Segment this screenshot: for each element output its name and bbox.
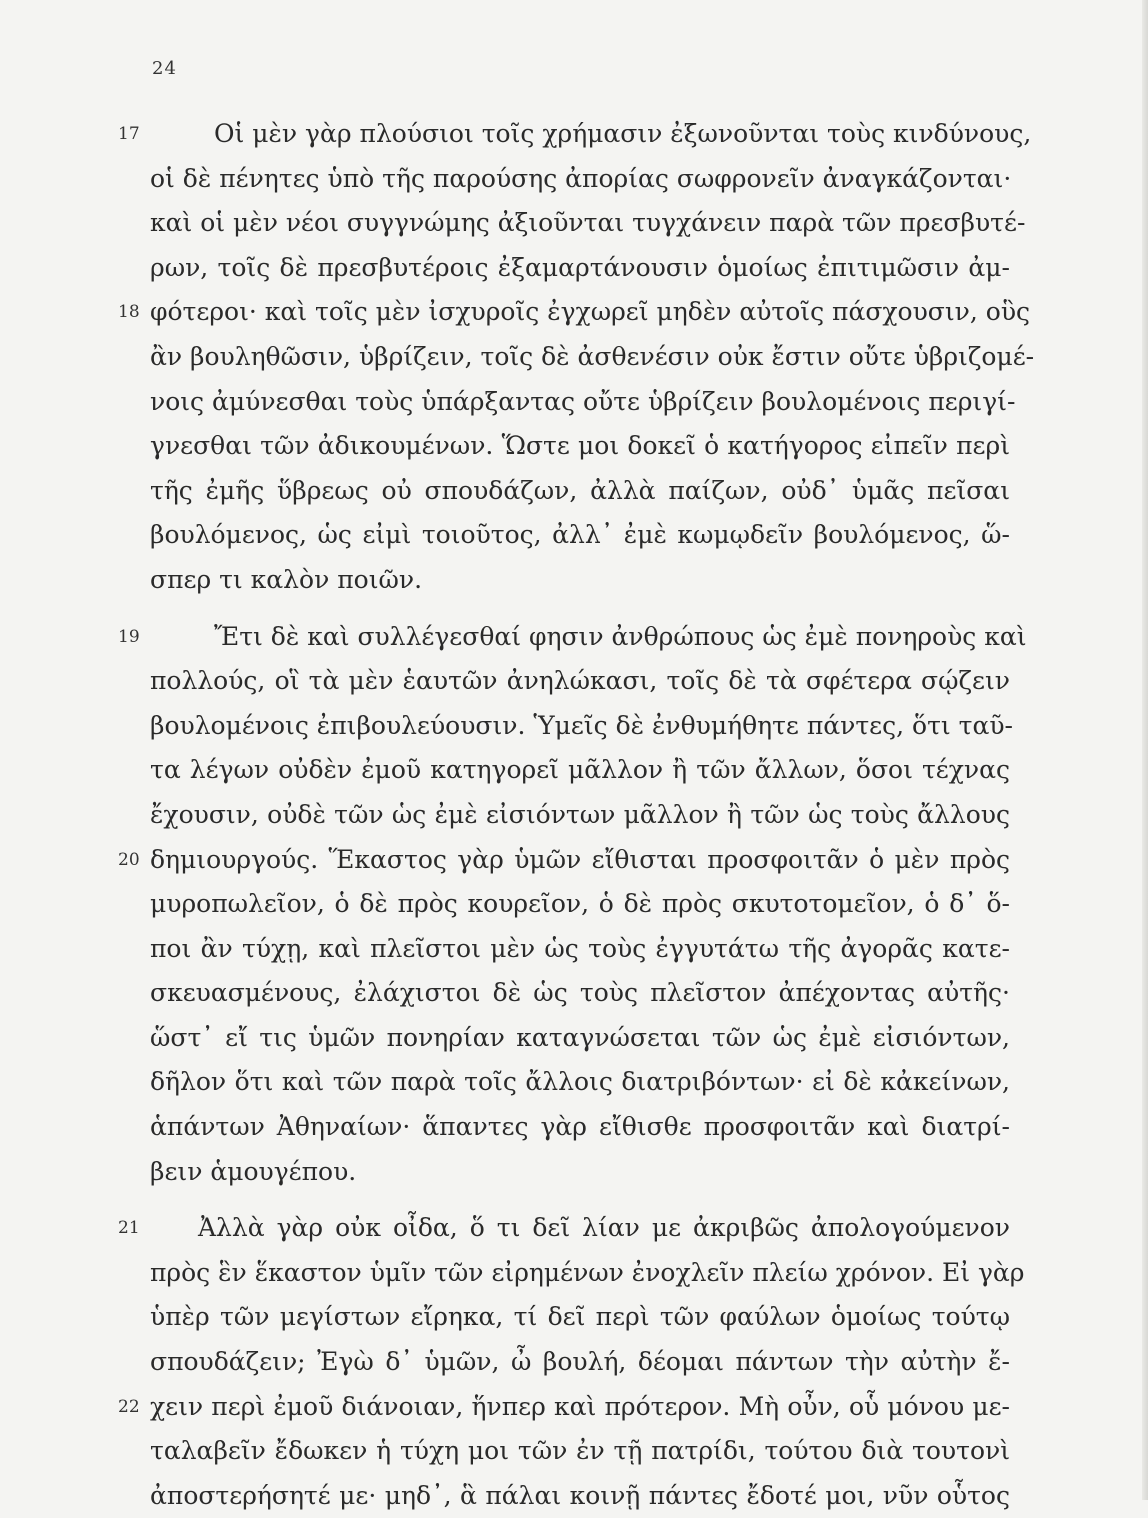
line-text: ὑπὲρ τῶν μεγίστων εἴρηκα, τί δεῖ περὶ τῶν φαύλων ὁμοίως τούτῳ (150, 1302, 1010, 1332)
text-line (150, 793, 1010, 838)
line-text: χειν περὶ ἐμοῦ διάνοιαν, ἥνπερ καὶ πρότερον. Μὴ οὖν, οὗ μόνου με- (150, 1391, 1010, 1421)
line-text: πολλούς, οἳ τὰ μὲν ἑαυτῶν ἀνηλώκασι, τοῖς δὲ τὰ σφέτερα σῴζειν (150, 666, 1010, 696)
text-line (118, 1206, 1010, 1251)
page-edge (1142, 0, 1148, 1500)
text-line (118, 1385, 1010, 1430)
line-text: ἀποστερήσητέ με· μηδ᾽, ἃ πάλαι κοινῇ πάντες ἔδοτέ μοι, νῦν οὗτος (150, 1480, 1010, 1510)
section-number: 18 (118, 302, 140, 323)
line-text: ἁπάντων Ἀθηναίων· ἅπαντες γὰρ εἴθισθε προσφοιτᾶν καὶ διατρί- (150, 1112, 1010, 1142)
text-line (118, 838, 1010, 883)
line-text: σκευασμένους, ἐλάχιστοι δὲ ὡς τοὺς πλεῖστον ἀπέχοντας αὐτῆς· (150, 978, 1010, 1008)
text-block (118, 112, 1035, 1518)
line-text: ὥστ᾽ εἴ τις ὑμῶν πονηρίαν καταγνώσεται τῶν ὡς ἐμὲ εἰσιόντων, (150, 1022, 1010, 1052)
line-text: καὶ οἱ μὲν νέοι συγγνώμης ἀξιοῦνται τυγχάνειν παρὰ τῶν πρεσβυτέ- (150, 208, 1026, 238)
section-number: 22 (118, 1396, 140, 1417)
text-line (150, 201, 1026, 246)
line-text: ἂν βουληθῶσιν, ὑβρίζειν, τοῖς δὲ ἀσθενέσιν οὐκ ἔστιν οὔτε ὑβριζομέ- (150, 341, 1035, 371)
line-text: ἔχουσιν, οὐδὲ τῶν ὡς ἐμὲ εἰσιόντων μᾶλλον ἢ τῶν ὡς τοὺς ἄλλους (150, 799, 1010, 829)
line-text: φότεροι· καὶ τοῖς μὲν ἰσχυροῖς ἐγχωρεῖ μηδὲν αὐτοῖς πάσχουσιν, οὓς (150, 297, 1031, 327)
page-number: 24 (152, 58, 177, 79)
text-line (150, 513, 1010, 558)
line-text: δημιουργούς. Ἕκαστος γὰρ ὑμῶν εἴθισται προσφοιτᾶν ὁ μὲν πρὸς (150, 844, 1010, 874)
text-line (150, 1429, 1010, 1474)
text-line (150, 659, 1010, 704)
line-text: Ἀλλὰ γὰρ οὐκ οἶδα, ὅ τι δεῖ λίαν με ἀκριβῶς ἀπολογούμενον (198, 1213, 1010, 1243)
text-line (118, 112, 1032, 157)
text-line (150, 1060, 1010, 1105)
text-line (150, 1150, 1010, 1195)
line-text: βουλόμενος, ὡς εἰμὶ τοιοῦτος, ἀλλ᾽ ἐμὲ κωμῳδεῖν βουλόμενος, ὥ- (150, 520, 1010, 550)
line-text: πρὸς ἓν ἕκαστον ὑμῖν τῶν εἰρημένων ἐνοχλεῖν πλείω χρόνον. Εἰ γὰρ (150, 1257, 1025, 1287)
line-text: μυροπωλεῖον, ὁ δὲ πρὸς κουρεῖον, ὁ δὲ πρὸς σκυτοτομεῖον, ὁ δ᾽ ὅ- (150, 889, 1010, 919)
text-line (150, 1295, 1010, 1340)
text-line (150, 882, 1010, 927)
line-text: βουλομένοις ἐπιβουλεύουσιν. Ὑμεῖς δὲ ἐνθυμήθητε πάντες, ὅτι ταῦ- (150, 710, 1014, 740)
text-line (150, 971, 1010, 1016)
section-number: 21 (118, 1218, 140, 1239)
text-line (150, 1016, 1010, 1061)
text-line (150, 1251, 1025, 1296)
line-text: τῆς ἐμῆς ὕβρεως οὐ σπουδάζων, ἀλλὰ παίζων, οὐδ᾽ ὑμᾶς πεῖσαι (150, 475, 1010, 505)
line-text: σπερ τι καλὸν ποιῶν. (150, 564, 423, 594)
line-text: τα λέγων οὐδὲν ἐμοῦ κατηγορεῖ μᾶλλον ἢ τῶν ἄλλων, ὅσοι τέχνας (150, 755, 1010, 785)
text-line (150, 1105, 1010, 1150)
line-text: ταλαβεῖν ἔδωκεν ἡ τύχη μοι τῶν ἐν τῇ πατρίδι, τούτου διὰ τουτονὶ (150, 1436, 1010, 1466)
line-text: ρων, τοῖς δὲ πρεσβυτέροις ἐξαμαρτάνουσιν ὁμοίως ἐπιτιμῶσιν ἀμ- (150, 252, 1010, 282)
line-text: δῆλον ὅτι καὶ τῶν παρὰ τοῖς ἄλλοις διατριβόντων· εἰ δὲ κἀκείνων, (150, 1067, 1010, 1097)
line-text: οἱ δὲ πένητες ὑπὸ τῆς παρούσης ἀπορίας σωφρονεῖν ἀναγκάζονται· (150, 163, 1012, 193)
text-line (150, 246, 1010, 291)
text-line (150, 1474, 1010, 1518)
line-text: νοις ἀμύνεσθαι τοὺς ὑπάρξαντας οὔτε ὑβρίζειν βουλομένοις περιγί- (150, 386, 1016, 416)
line-text: γνεσθαι τῶν ἀδικουμένων. Ὥστε μοι δοκεῖ ὁ κατήγορος εἰπεῖν περὶ (150, 431, 1010, 461)
line-text: ποι ἂν τύχῃ, καὶ πλεῖστοι μὲν ὡς τοὺς ἐγγυτάτω τῆς ἀγορᾶς κατε- (150, 933, 1010, 963)
text-line (150, 157, 1010, 202)
text-line (150, 335, 1035, 380)
line-text: βειν ἁμουγέπου. (150, 1156, 357, 1186)
text-line (118, 615, 1027, 660)
line-text: Ἔτι δὲ καὶ συλλέγεσθαί φησιν ἀνθρώπους ὡς ἐμὲ πονηροὺς καὶ (214, 621, 1027, 651)
text-line (150, 748, 1010, 793)
text-line (150, 380, 1016, 425)
text-line (150, 469, 1010, 514)
line-text: Οἱ μὲν γὰρ πλούσιοι τοῖς χρήμασιν ἐξωνοῦνται τοὺς κινδύνους, (214, 119, 1032, 148)
text-line (150, 704, 1014, 749)
line-text: σπουδάζειν; Ἐγὼ δ᾽ ὑμῶν, ὦ βουλή, δέομαι πάντων τὴν αὐτὴν ἔ- (150, 1347, 1010, 1377)
text-line (118, 290, 1031, 335)
text-line (150, 424, 1010, 469)
section-number: 19 (118, 626, 140, 647)
section-number: 20 (118, 849, 140, 870)
text-line (150, 927, 1010, 972)
section-number: 17 (118, 124, 140, 144)
text-line (150, 1340, 1010, 1385)
text-line (150, 558, 1010, 603)
